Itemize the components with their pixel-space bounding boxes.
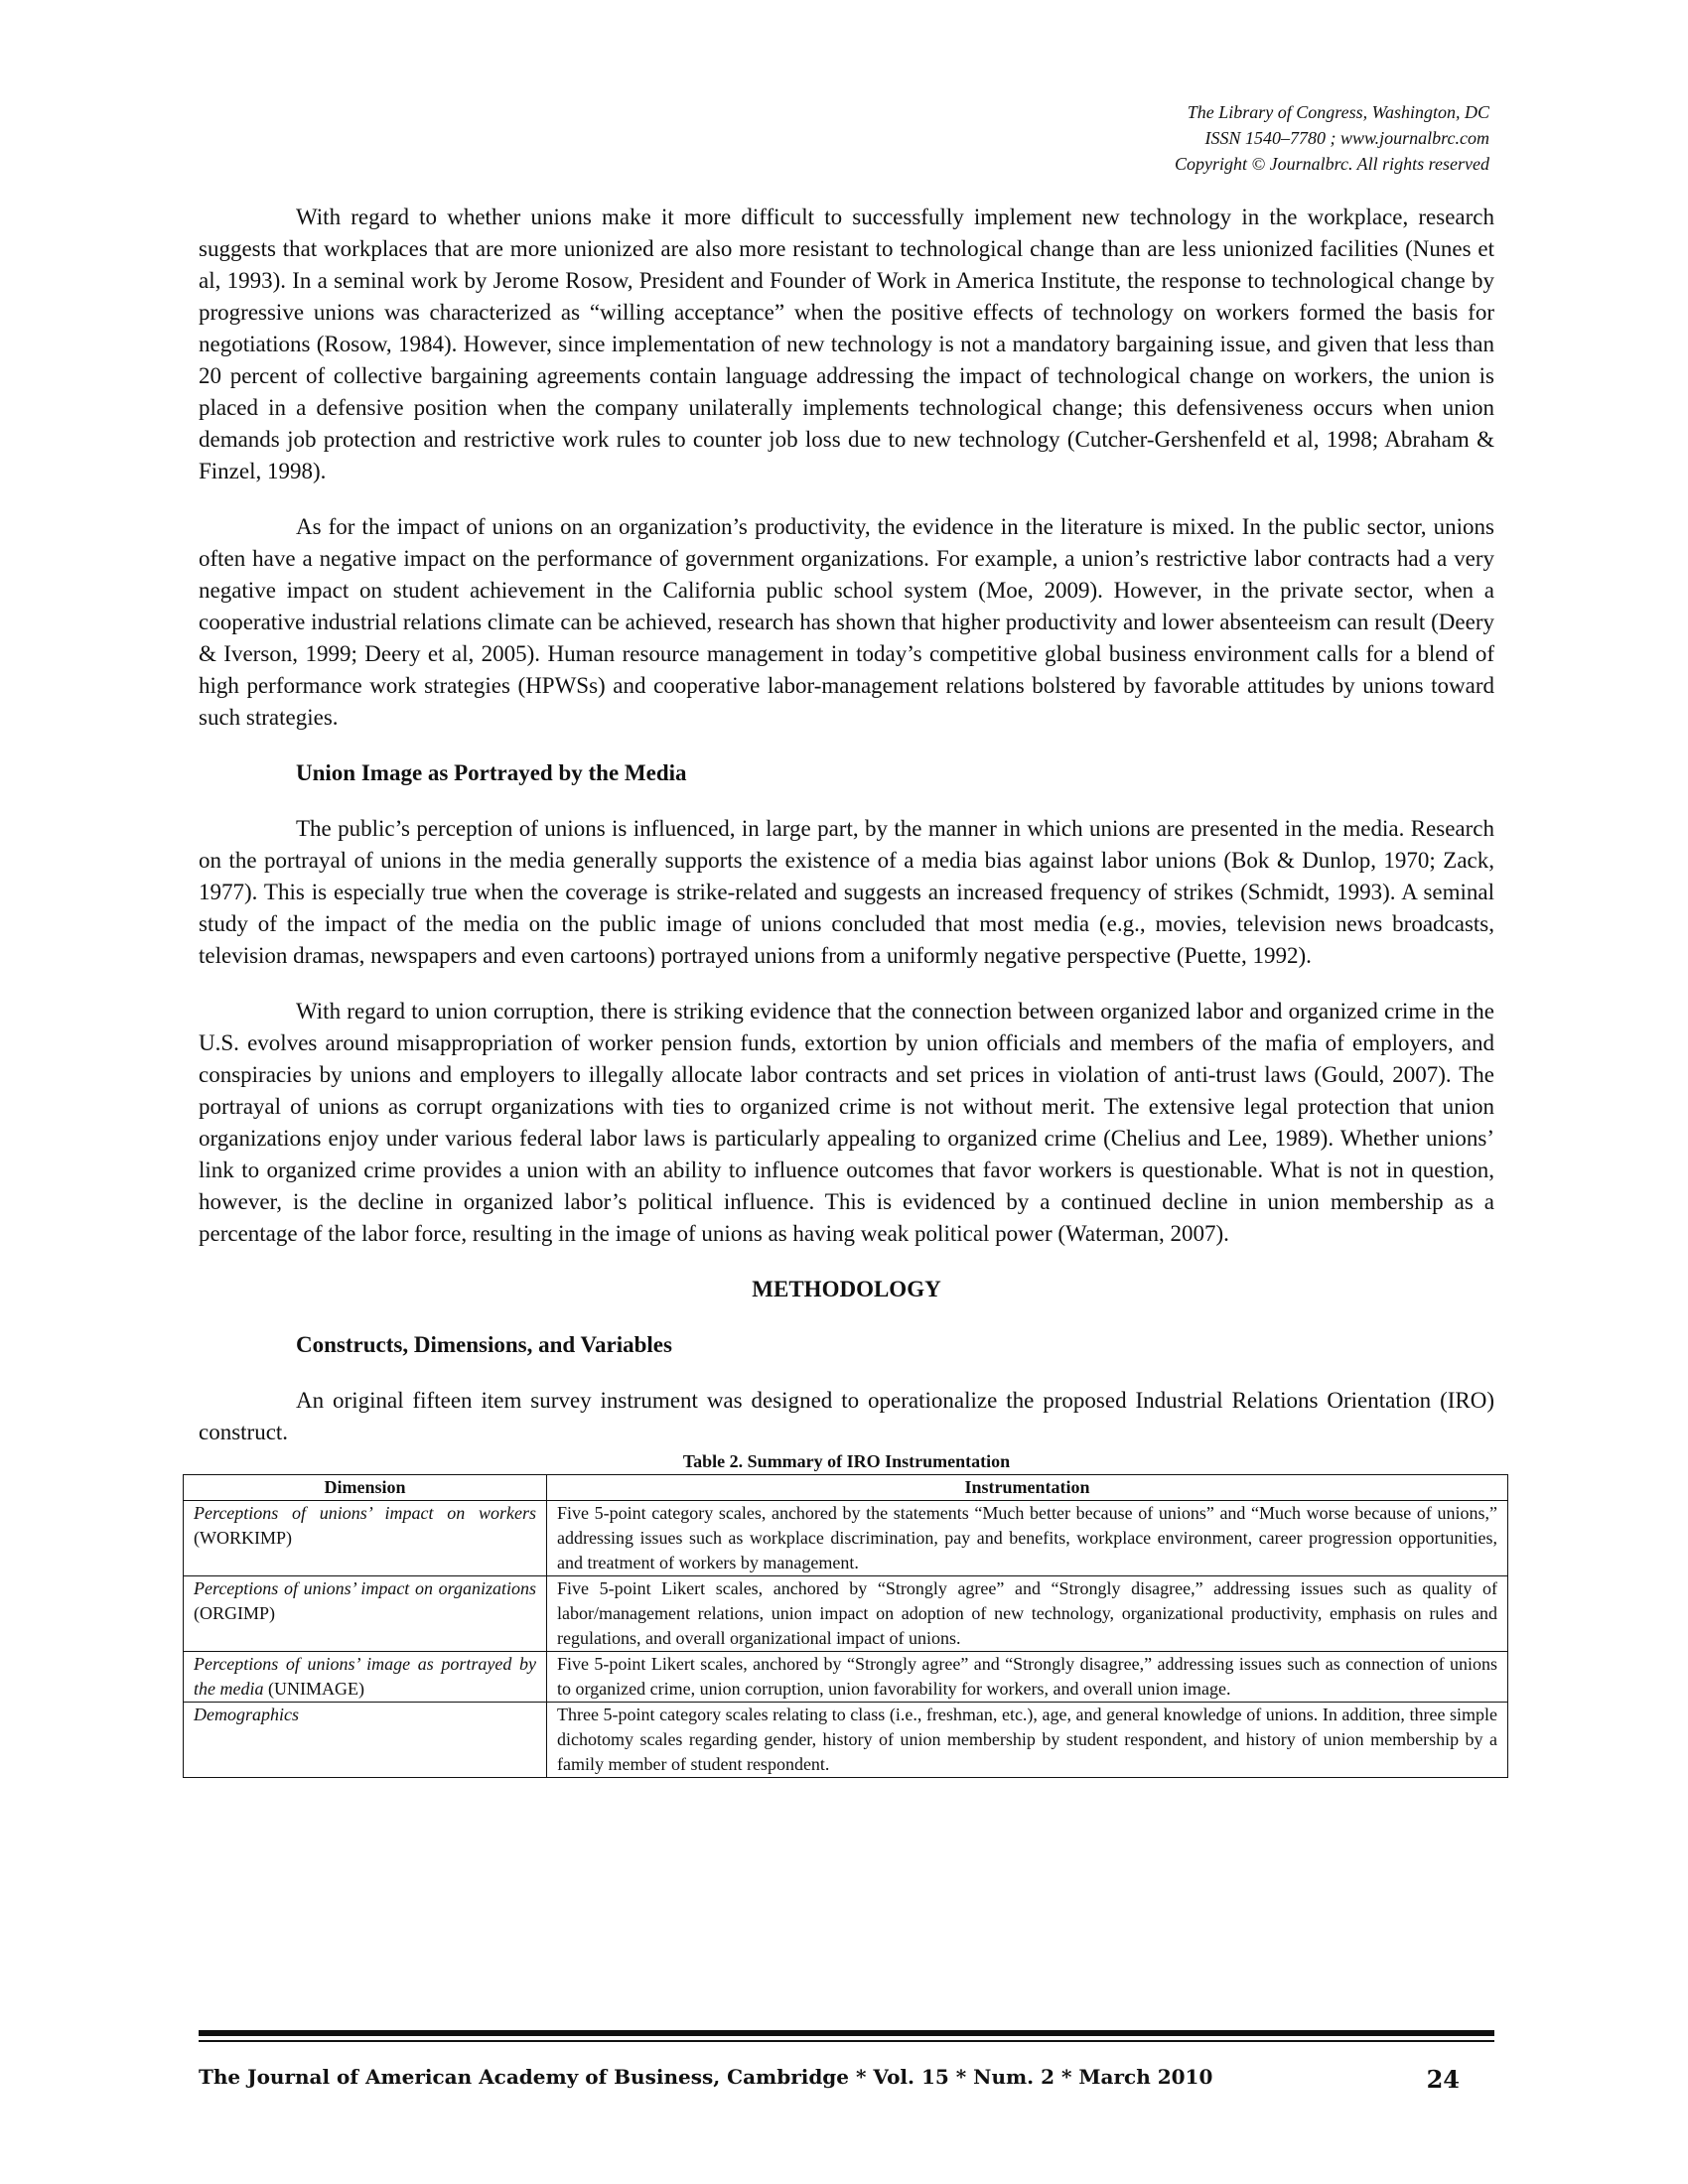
footer-rule-thin [199, 2040, 1494, 2042]
table-header-row [184, 1475, 1508, 1501]
journal-masthead [894, 99, 1489, 177]
table-row [184, 1576, 1508, 1652]
table-row [184, 1703, 1508, 1778]
table-caption: Table 2. Summary of IRO Instrumentation [682, 1451, 1011, 1471]
subheading-constructs: Constructs, Dimensions, and Variables [296, 1332, 672, 1357]
paragraph-survey: An original fifteen item survey instrument was designed to operationalize the proposed Industrial Relations Orientation (IRO) construct. [199, 1388, 1494, 1444]
page-number: 24 [1426, 2065, 1460, 2094]
paragraph-technology: With regard to whether unions make it more difficult to successfully implement new technology in the workplace, research suggests that workplaces that are more unionized are also more resistant to technological change than are less unionized facilities (Nunes et al, 1993). In a seminal work by Jerome Rosow, President and Founder of Work in America Institute, the response to technological change by progressive unions was characterized as “willing acceptance” when the positive effects of technology on workers formed the basis for negotiations (Rosow, 1984). However, since implementation of new technology is not a mandatory bargaining issue, and given that less than 20 percent of collective bargaining agreements contain language addressing the impact of technological change on workers, the union is placed in a defensive position when the company unilaterally implements technological change; this defensiveness occurs when union demands job protection and restrictive work rules to counter job loss due to new technology (Cutcher-Gershenfeld et al, 1998; Abraham & Finzel, 1998). [199, 205, 1494, 483]
header-instrumentation: Instrumentation [547, 1475, 1508, 1501]
dimension-cell [184, 1652, 547, 1703]
footer-rule-thick [199, 2030, 1494, 2036]
header-dimension: Dimension [184, 1475, 547, 1501]
instrumentation-cell: Five 5-point Likert scales, anchored by “Strongly agree” and “Strongly disagree,” addressing issues such as quality of labor/management relations, union impact on adoption of new technology, organizational productivity, emphasis on rules and regulations, and overall organizational impact of unions. [547, 1576, 1508, 1652]
section-title-methodology: METHODOLOGY [752, 1277, 941, 1301]
dimension-cell [184, 1703, 547, 1778]
paragraph-productivity: As for the impact of unions on an organization’s productivity, the evidence in the literature is mixed. In the public sector, unions often have a negative impact on the performance of government organizations. For example, a union’s restrictive labor contracts had a very negative impact on student achievement in the California public school system (Moe, 2009). However, in the private sector, when a cooperative industrial relations climate can be achieved, research has shown that higher productivity and lower absenteeism can result (Deery & Iverson, 1999; Deery et al, 2005). Human resource management in today’s competitive global business environment calls for a blend of high performance work strategies (HPWSs) and cooperative labor-management relations bolstered by favorable attitudes by unions toward such strategies. [199, 514, 1494, 730]
dimension-text: Perceptions of unions’ impact on workers [194, 1503, 536, 1523]
dimension-text: Perceptions of unions’ image as portrayed by the media [194, 1654, 536, 1699]
iro-instrumentation-table [183, 1474, 1508, 1778]
masthead-line-1: The Library of Congress, Washington, DC [1187, 102, 1489, 122]
dimension-code: (UNIMAGE) [263, 1679, 364, 1699]
dimension-code: (ORGIMP) [194, 1603, 276, 1623]
dimension-cell [184, 1501, 547, 1576]
dimension-text: Perceptions of unions’ impact on organizations [194, 1578, 536, 1598]
dimension-text: Demographics [194, 1705, 299, 1724]
article-body [194, 202, 1497, 1778]
table-row [184, 1652, 1508, 1703]
subheading-media-image: Union Image as Portrayed by the Media [296, 760, 687, 785]
instrumentation-cell: Five 5-point Likert scales, anchored by “Strongly agree” and “Strongly disagree,” addressing issues such as connection of unions to organized crime, union corruption, union favorability for workers, and overall union image. [547, 1652, 1508, 1703]
table-row [184, 1501, 1508, 1576]
dimension-code: (WORKIMP) [194, 1528, 292, 1548]
paragraph-corruption: With regard to union corruption, there is striking evidence that the connection between organized labor and organized crime in the U.S. evolves around misappropriation of worker pension funds, extortion by union officials and members of the mafia of employers, and conspiracies by unions and employers to illegally allocate labor contracts and set prices in violation of anti-trust laws (Gould, 2007). The portrayal of unions as corrupt organizations with ties to organized crime is not without merit. The extensive legal protection that union organizations enjoy under various federal labor laws is particularly appealing to organized crime (Chelius and Lee, 1989). Whether unions’ link to organized crime provides a union with an ability to influence outcomes that favor workers is questionable. What is not in question, however, is the decline in organized labor’s political influence. This is evidenced by a continued decline in union membership as a percentage of the labor force, resulting in the image of unions as having weak political power (Waterman, 2007). [199, 999, 1494, 1246]
paragraph-media: The public’s perception of unions is influenced, in large part, by the manner in which unions are presented in the media. Research on the portrayal of unions in the media generally supports the existence of a media bias against labor unions (Bok & Dunlop, 1970; Zack, 1977). This is especially true when the coverage is strike-related and suggests an increased frequency of strikes (Schmidt, 1993). A seminal study of the impact of the media on the public image of unions concluded that most media (e.g., movies, television news broadcasts, television dramas, newspapers and even cartoons) portrayed unions from a uniformly negative perspective (Puette, 1992). [199, 816, 1494, 968]
masthead-line-3: Copyright © Journalbrc. All rights reserved [1175, 154, 1489, 174]
masthead-line-2: ISSN 1540–7780 ; www.journalbrc.com [1204, 128, 1489, 148]
instrumentation-cell: Three 5-point category scales relating to class (i.e., freshman, etc.), age, and general knowledge of unions. In addition, three simple dichotomy scales regarding gender, history of union membership by student respondent, and history of union membership by a family member of student respondent. [547, 1703, 1508, 1778]
footer-journal-citation: The Journal of American Academy of Business, Cambridge * Vol. 15 * Num. 2 * March 2010 [199, 2065, 1213, 2089]
instrumentation-cell: Five 5-point category scales, anchored by the statements “Much better because of unions” and “Much worse because of unions,” addressing issues such as workplace discrimination, pay and benefits, workplace environment, career progression opportunities, and treatment of workers by management. [547, 1501, 1508, 1576]
dimension-cell [184, 1576, 547, 1652]
